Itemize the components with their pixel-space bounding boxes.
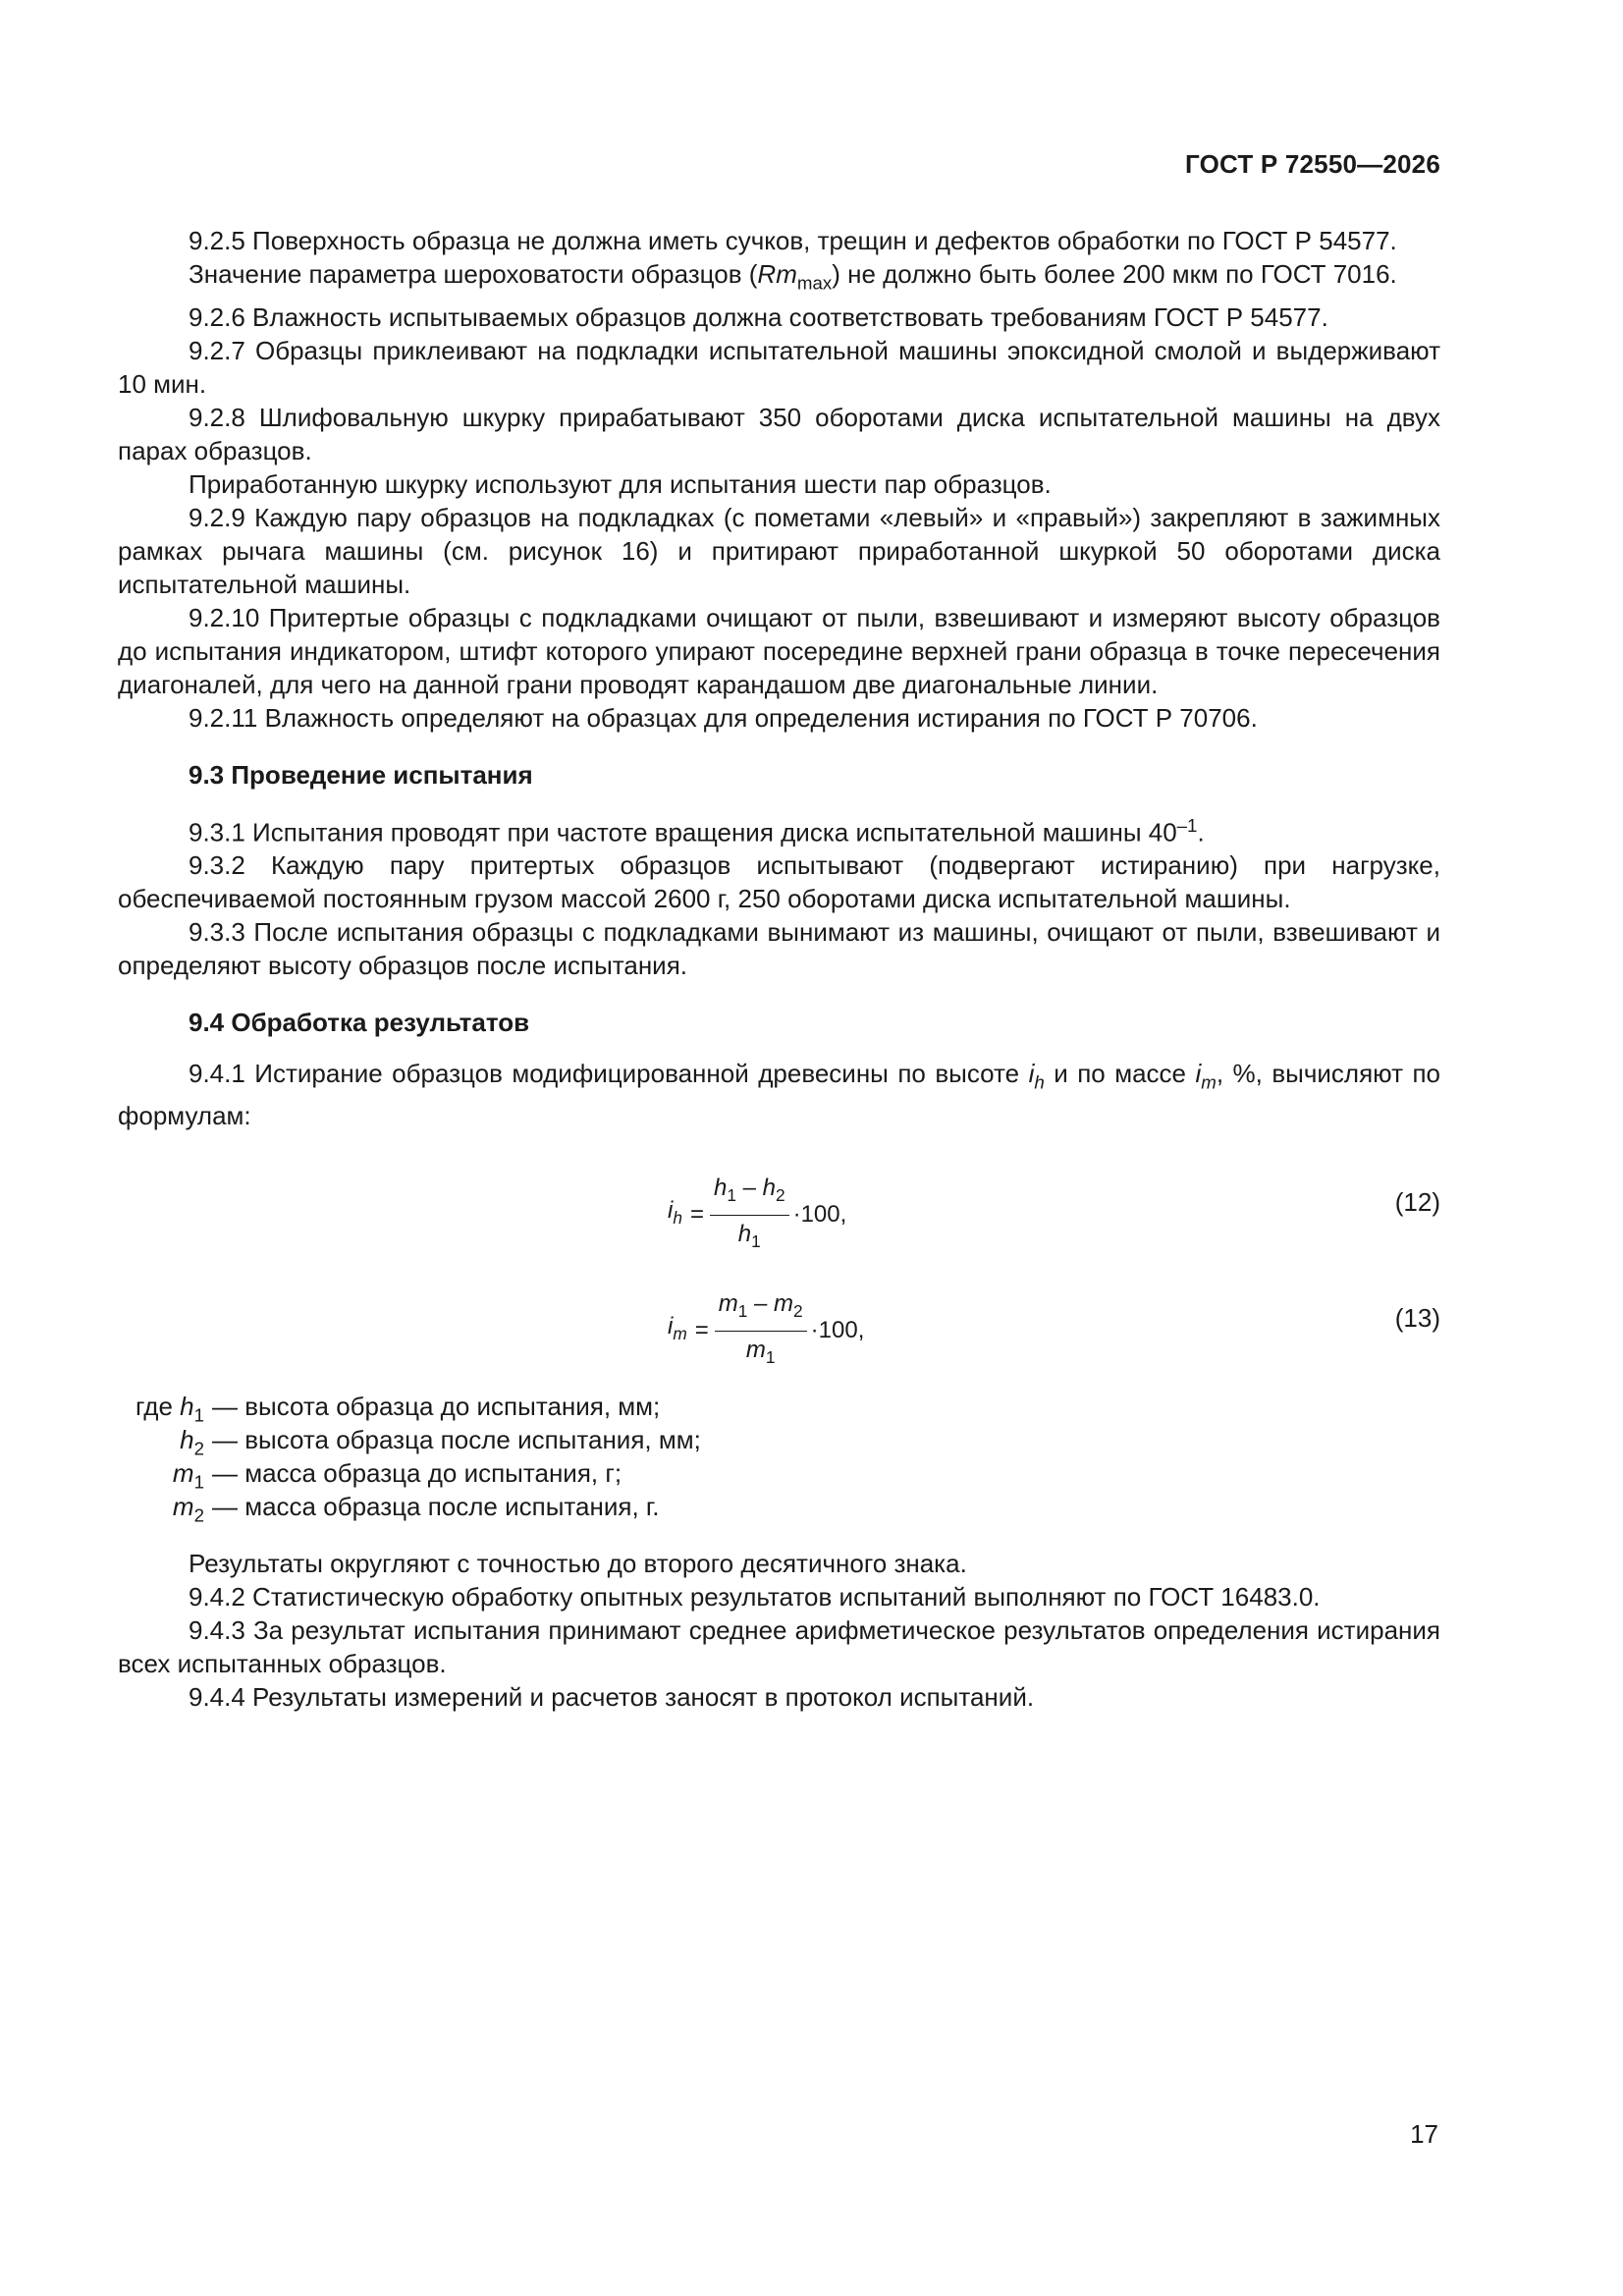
legend-symbol: $m_1$ <box>172 1458 204 1493</box>
paragraph-9-3-2: 9.3.2 Каждую пару притертых образцов испытывают (подвергают истиранию) при нагрузке, обеспечиваемой постоянным грузом массой 2600 г, 250 оборотами диска испытательной машины. <box>118 849 1440 913</box>
paragraph-9-2-11: 9.2.11 Влажность определяют на образцах для определения истирания по ГОСТ Р 70706. <box>189 702 1258 733</box>
paragraph-9-2-8: 9.2.8 Шлифовальную шкурку прирабатывают 350 оборотами диска испытательной машины на двух парах образцов. <box>118 402 1440 465</box>
formula-12-fraction <box>710 1172 789 1257</box>
legend-symbol: $h_2$ <box>180 1425 204 1459</box>
paragraph-9-4-2: 9.4.2 Статистическую обработку опытных результатов испытаний выполняют по ГОСТ 16483.0. <box>189 1582 1321 1613</box>
p-9-3-1-text: 9.3.1 Испытания проводят при частоте вращения диска испытательной машины 40 <box>189 816 1177 847</box>
formula-12-denominator: $h_1$ <box>737 1220 761 1251</box>
formula-13-row <box>118 1278 1440 1372</box>
paragraph-9-3-1 <box>118 809 1440 848</box>
paragraph-9-2-5: 9.2.5 Поверхность образца не должна иметь сучков, трещин и дефектов обработки по ГОСТ Р 54577. <box>189 226 1397 255</box>
formula-legend <box>122 1390 1440 1526</box>
legend-symbol: $m_2$ <box>172 1492 204 1526</box>
formula-12-number: (12) <box>1394 1187 1440 1218</box>
formula-13-fraction <box>715 1287 807 1373</box>
formula-13-equals: = <box>694 1317 709 1343</box>
paragraph-9-4-3: 9.4.3 За результат испытания принимают среднее арифметическое результатов определения истирания всех испытанных образцов. <box>118 1615 1440 1679</box>
formula-12-lhs: $i_h$ <box>668 1197 682 1229</box>
formula-12-tail: ·100, <box>792 1201 847 1228</box>
section-heading-9-3: 9.3 Проведение испытания <box>189 759 533 790</box>
formula-13 <box>668 1287 864 1373</box>
p-9-4-1-sub-1: h <box>1034 1071 1045 1093</box>
legend-item <box>122 1456 1440 1493</box>
p-9-3-1-sup: –1 <box>1176 814 1198 836</box>
document-body <box>118 224 1440 1714</box>
p-9-4-1-var-1: i <box>1028 1058 1035 1088</box>
paragraph-roughness <box>118 257 1440 301</box>
formula-12 <box>668 1172 846 1257</box>
legend-item <box>122 1390 1440 1426</box>
p-9-3-1-end: . <box>1197 816 1205 847</box>
p-9-4-1-text-b: и по массе <box>1044 1058 1196 1088</box>
legend-description: — масса образца после испытания, г. <box>212 1492 660 1522</box>
legend-item <box>122 1490 1440 1526</box>
paragraph-9-3-3: 9.3.3 После испытания образцы с подкладками вынимают из машины, очищают от пыли, взвешивают и определяют высоту образцов после испытания. <box>118 916 1440 980</box>
paragraph-9-2-6: 9.2.6 Влажность испытываемых образцов должна соответствовать требованиям ГОСТ Р 54577. <box>189 301 1328 332</box>
legend-description: — высота образца до испытания, мм; <box>212 1392 661 1422</box>
formula-13-numerator: $m_1 - m_2$ <box>715 1287 807 1331</box>
p-9-4-1-text-c: , %, вычисляют по формулам: <box>118 1058 1440 1131</box>
legend-symbol: где $h_1$ <box>135 1392 204 1426</box>
formula-12-numerator: $h_1 - h_2$ <box>710 1172 789 1215</box>
formula-13-lhs: $i_m$ <box>668 1313 687 1344</box>
paragraph-9-2-7: 9.2.7 Образцы приклеивают на подкладки испытательной машины эпоксидной смолой и выдерживают 10 мин. <box>118 335 1440 399</box>
p-9-4-1-text-a: 9.4.1 Истирание образцов модифицированной древесины по высоте <box>189 1058 1029 1088</box>
paragraph-9-2-10: 9.2.10 Притертые образцы с подкладками очищают от пыли, взвешивают и измеряют высоту образцов до испытания индикатором, штифт которого упирают посередине верхней грани образца в точке пересечения диагоналей, для чего на данной грани проводят карандашом две диагональные линии. <box>118 602 1440 699</box>
paragraph-six-pairs: Приработанную шкурку используют для испытания шести пар образцов. <box>189 468 1052 499</box>
section-heading-9-4: 9.4 Обработка результатов <box>189 1007 530 1037</box>
formula-12-equals: = <box>689 1201 704 1228</box>
p-9-4-1-sub-2: m <box>1201 1071 1217 1093</box>
legend-description: — высота образца после испытания, мм; <box>212 1425 701 1455</box>
roughness-text-a: Значение параметра шероховатости образцов ( <box>189 259 758 289</box>
formula-12-row <box>118 1162 1440 1256</box>
roughness-sub: max <box>796 272 833 294</box>
p-9-4-1-var-2: i <box>1195 1058 1202 1088</box>
roughness-var: Rm <box>757 259 797 289</box>
legend-item <box>122 1423 1440 1459</box>
spacer <box>118 1523 1440 1547</box>
paragraph-9-4-1 <box>118 1057 1440 1133</box>
paragraph-rounding: Результаты округляют с точностью до второго десятичного знака. <box>189 1549 967 1579</box>
roughness-text-b: ) не должно быть более 200 мкм по ГОСТ 7016. <box>832 259 1397 289</box>
page-number: 17 <box>1410 2119 1438 2149</box>
formula-13-tail: ·100, <box>810 1317 865 1343</box>
document-code-header: ГОСТ Р 72550—2026 <box>1185 149 1440 179</box>
legend-description: — масса образца до испытания, г; <box>212 1458 622 1489</box>
paragraph-9-2-9: 9.2.9 Каждую пару образцов на подкладках (с пометами «левый» и «правый») закрепляют в зажимных рамках рычага машины (см. рисунок 16) и притирают приработанной шкуркой 50 оборотами диска испытательной машины. <box>118 502 1440 599</box>
paragraph-9-4-4: 9.4.4 Результаты измерений и расчетов заносят в протокол испытаний. <box>189 1682 1035 1713</box>
formula-13-number: (13) <box>1394 1303 1440 1334</box>
formula-13-denominator: $m_1$ <box>745 1336 776 1367</box>
